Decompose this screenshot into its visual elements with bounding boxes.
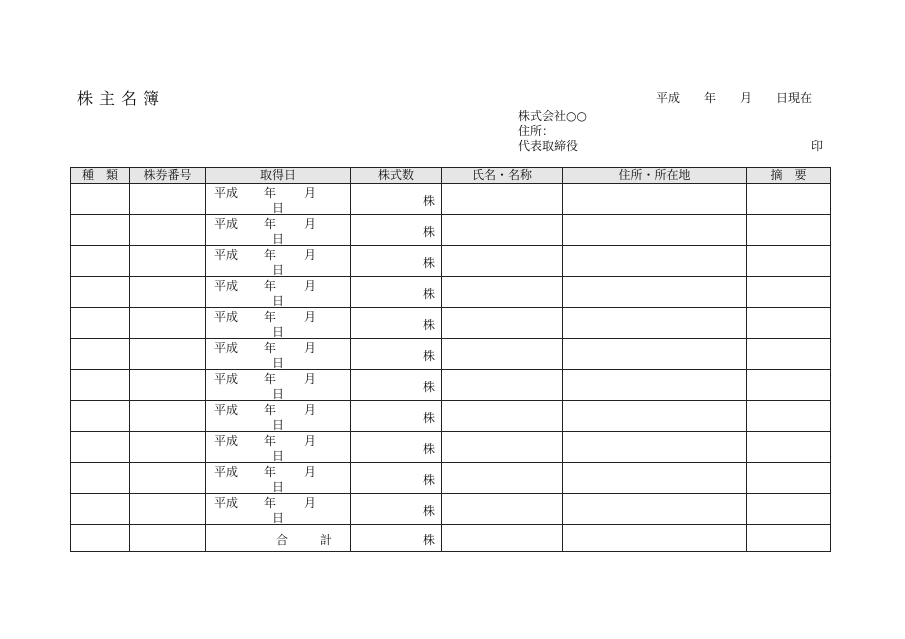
table-row [71, 401, 831, 432]
share-count-cell[interactable] [351, 370, 442, 401]
certificate-number-cell[interactable] [130, 339, 206, 370]
share-count-cell[interactable] [351, 246, 442, 277]
shareholder-table [70, 167, 831, 552]
remarks-cell[interactable] [747, 463, 831, 494]
name-cell[interactable] [442, 494, 563, 525]
acquisition-date-cell[interactable] [206, 370, 351, 401]
type-cell[interactable] [71, 215, 130, 246]
table-row [71, 308, 831, 339]
acquisition-date-cell[interactable] [206, 339, 351, 370]
table-row [71, 277, 831, 308]
address-cell[interactable] [563, 215, 747, 246]
share-count-cell[interactable] [351, 215, 442, 246]
acquisition-date-cell[interactable] [206, 432, 351, 463]
remarks-cell[interactable] [747, 401, 831, 432]
date-month-label: 月 [304, 310, 317, 324]
table-row [71, 184, 831, 215]
total-label-cell [206, 525, 351, 552]
name-cell[interactable] [442, 339, 563, 370]
remarks-cell[interactable] [747, 184, 831, 215]
date-era: 平成 [214, 341, 239, 355]
date-year-label: 年 [264, 496, 277, 510]
header-share-count: 株式数 [351, 168, 442, 184]
company-name: 株式会社○○ [518, 109, 587, 123]
company-address-label: 住所： [518, 124, 555, 138]
date-year-label: 年 [264, 248, 277, 262]
date-year-label: 年 [264, 465, 277, 479]
type-cell[interactable] [71, 370, 130, 401]
certificate-number-cell[interactable] [130, 277, 206, 308]
name-cell[interactable] [442, 401, 563, 432]
share-count-cell[interactable] [351, 432, 442, 463]
certificate-number-cell[interactable] [130, 463, 206, 494]
share-unit: 株 [422, 380, 435, 394]
date-era: 平成 [214, 496, 239, 510]
certificate-number-cell[interactable] [130, 494, 206, 525]
acquisition-date-cell[interactable] [206, 215, 351, 246]
date-era: 平成 [214, 217, 239, 231]
acquisition-date-cell[interactable] [206, 308, 351, 339]
name-cell[interactable] [442, 370, 563, 401]
certificate-number-cell[interactable] [130, 184, 206, 215]
total-address-cell [563, 525, 747, 552]
remarks-cell[interactable] [747, 277, 831, 308]
share-count-cell[interactable] [351, 401, 442, 432]
remarks-cell[interactable] [747, 339, 831, 370]
address-cell[interactable] [563, 432, 747, 463]
date-era: 平成 [214, 434, 239, 448]
total-label: 合 計 [275, 533, 342, 547]
share-unit: 株 [422, 473, 435, 487]
type-cell[interactable] [71, 401, 130, 432]
date-era: 平成 [214, 403, 239, 417]
name-cell[interactable] [442, 184, 563, 215]
date-month-label: 月 [304, 403, 317, 417]
date-month-label: 月 [304, 341, 317, 355]
date-day-label: 日 [272, 418, 285, 432]
name-cell[interactable] [442, 277, 563, 308]
remarks-cell[interactable] [747, 370, 831, 401]
representative-label: 代表取締役 [518, 139, 579, 153]
table-row [71, 246, 831, 277]
share-count-cell[interactable] [351, 184, 442, 215]
total-remarks-cell [747, 525, 831, 552]
total-share-count-cell[interactable] [351, 525, 442, 552]
share-unit: 株 [422, 349, 435, 363]
as-of-date: 平成 年 月 日現在 [656, 91, 813, 105]
header-certificate-number: 株券番号 [130, 168, 206, 184]
table-row [71, 215, 831, 246]
date-year-label: 年 [264, 279, 277, 293]
share-count-cell[interactable] [351, 494, 442, 525]
table-header-row [71, 168, 831, 184]
date-month-label: 月 [304, 279, 317, 293]
acquisition-date-cell[interactable] [206, 463, 351, 494]
acquisition-date-cell[interactable] [206, 184, 351, 215]
address-cell[interactable] [563, 494, 747, 525]
acquisition-date-cell[interactable] [206, 246, 351, 277]
address-cell[interactable] [563, 339, 747, 370]
table-row [71, 339, 831, 370]
certificate-number-cell[interactable] [130, 246, 206, 277]
name-cell[interactable] [442, 463, 563, 494]
share-unit: 株 [422, 194, 435, 208]
share-count-cell[interactable] [351, 463, 442, 494]
share-count-cell[interactable] [351, 339, 442, 370]
date-year-label: 年 [264, 310, 277, 324]
date-era: 平成 [214, 248, 239, 262]
name-cell[interactable] [442, 215, 563, 246]
address-cell[interactable] [563, 308, 747, 339]
document-title: 株主名簿 [77, 89, 166, 108]
share-count-cell[interactable] [351, 277, 442, 308]
address-cell[interactable] [563, 401, 747, 432]
certificate-number-cell[interactable] [130, 370, 206, 401]
date-year-label: 年 [264, 403, 277, 417]
table-row [71, 432, 831, 463]
table-row [71, 463, 831, 494]
seal-mark: 印 [811, 139, 824, 153]
date-year-label: 年 [264, 186, 277, 200]
certificate-number-cell[interactable] [130, 215, 206, 246]
type-cell[interactable] [71, 463, 130, 494]
share-unit: 株 [422, 411, 435, 425]
type-cell[interactable] [71, 339, 130, 370]
table-row [71, 370, 831, 401]
header-address: 住所・所在地 [563, 168, 747, 184]
date-month-label: 月 [304, 186, 317, 200]
date-day-label: 日 [272, 356, 285, 370]
certificate-number-cell[interactable] [130, 308, 206, 339]
address-cell[interactable] [563, 184, 747, 215]
remarks-cell[interactable] [747, 308, 831, 339]
name-cell[interactable] [442, 246, 563, 277]
share-unit: 株 [422, 442, 435, 456]
date-year-label: 年 [264, 434, 277, 448]
total-type-cell [71, 525, 130, 552]
date-day-label: 日 [272, 263, 285, 277]
date-day-label: 日 [272, 449, 285, 463]
acquisition-date-cell[interactable] [206, 494, 351, 525]
share-unit: 株 [422, 533, 435, 547]
share-unit: 株 [422, 225, 435, 239]
date-era: 平成 [214, 279, 239, 293]
date-month-label: 月 [304, 372, 317, 386]
date-month-label: 月 [304, 496, 317, 510]
date-month-label: 月 [304, 217, 317, 231]
type-cell[interactable] [71, 184, 130, 215]
remarks-cell[interactable] [747, 494, 831, 525]
date-year-label: 年 [264, 341, 277, 355]
header-remarks: 摘 要 [747, 168, 831, 184]
acquisition-date-cell[interactable] [206, 401, 351, 432]
date-month-label: 月 [304, 434, 317, 448]
share-unit: 株 [422, 256, 435, 270]
date-month-label: 月 [304, 465, 317, 479]
table-row [71, 494, 831, 525]
total-name-cell [442, 525, 563, 552]
date-day-label: 日 [272, 480, 285, 494]
date-day-label: 日 [272, 232, 285, 246]
share-unit: 株 [422, 504, 435, 518]
date-year-label: 年 [264, 217, 277, 231]
share-count-cell[interactable] [351, 308, 442, 339]
remarks-cell[interactable] [747, 246, 831, 277]
remarks-cell[interactable] [747, 432, 831, 463]
address-cell[interactable] [563, 463, 747, 494]
header-type: 種 類 [71, 168, 130, 184]
date-year-label: 年 [264, 372, 277, 386]
address-cell[interactable] [563, 246, 747, 277]
name-cell[interactable] [442, 432, 563, 463]
type-cell[interactable] [71, 277, 130, 308]
certificate-number-cell[interactable] [130, 401, 206, 432]
address-cell[interactable] [563, 277, 747, 308]
certificate-number-cell[interactable] [130, 432, 206, 463]
remarks-cell[interactable] [747, 215, 831, 246]
share-unit: 株 [422, 318, 435, 332]
header-acquisition-date: 取得日 [206, 168, 351, 184]
date-day-label: 日 [272, 201, 285, 215]
date-day-label: 日 [272, 511, 285, 525]
date-era: 平成 [214, 372, 239, 386]
type-cell[interactable] [71, 246, 130, 277]
address-cell[interactable] [563, 370, 747, 401]
date-era: 平成 [214, 186, 239, 200]
name-cell[interactable] [442, 308, 563, 339]
type-cell[interactable] [71, 308, 130, 339]
header-name: 氏名・名称 [442, 168, 563, 184]
type-cell[interactable] [71, 494, 130, 525]
date-day-label: 日 [272, 325, 285, 339]
date-era: 平成 [214, 465, 239, 479]
total-certificate-cell [130, 525, 206, 552]
type-cell[interactable] [71, 432, 130, 463]
total-row [71, 525, 831, 552]
acquisition-date-cell[interactable] [206, 277, 351, 308]
date-era: 平成 [214, 310, 239, 324]
share-unit: 株 [422, 287, 435, 301]
date-month-label: 月 [304, 248, 317, 262]
date-day-label: 日 [272, 294, 285, 308]
date-day-label: 日 [272, 387, 285, 401]
